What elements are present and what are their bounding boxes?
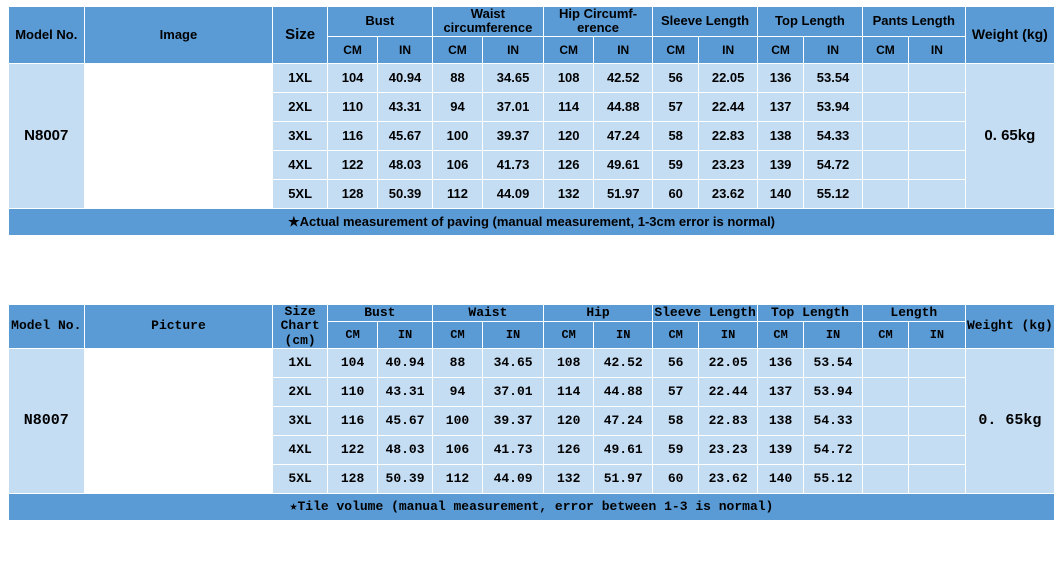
unit-pants-cm-top: CM bbox=[862, 36, 908, 63]
unit-waist-in-top: IN bbox=[483, 36, 544, 63]
cell-hip-cm: 114 bbox=[544, 377, 594, 406]
cell-waist-in: 39.37 bbox=[483, 406, 544, 435]
cell-pants-cm bbox=[862, 377, 908, 406]
cell-waist-in: 37.01 bbox=[483, 92, 544, 121]
footer-note-bottom: ★Tile volume (manual measurement, error between 1-3 is normal) bbox=[9, 493, 1055, 520]
cell-bust-in: 40.94 bbox=[378, 63, 433, 92]
unit-bust-in-top: IN bbox=[378, 36, 433, 63]
header-pants-length-bottom: Length bbox=[862, 305, 965, 322]
cell-hip-cm: 114 bbox=[544, 92, 594, 121]
cell-top-length-in: 53.54 bbox=[804, 63, 863, 92]
unit-sleeve-cm-bottom: CM bbox=[653, 321, 699, 348]
unit-bust-in-bottom: IN bbox=[378, 321, 433, 348]
cell-sleeve-cm: 56 bbox=[653, 348, 699, 377]
cell-hip-cm: 108 bbox=[544, 348, 594, 377]
cell-size: 5XL bbox=[273, 464, 328, 493]
cell-waist-in: 41.73 bbox=[483, 435, 544, 464]
cell-bust-cm: 128 bbox=[327, 464, 377, 493]
cell-bust-cm: 116 bbox=[327, 406, 377, 435]
cell-top-length-in: 53.54 bbox=[804, 348, 863, 377]
cell-sleeve-in: 23.23 bbox=[699, 435, 758, 464]
header-top-length-bottom: Top Length bbox=[758, 305, 863, 322]
unit-top-length-cm-bottom: CM bbox=[758, 321, 804, 348]
cell-hip-in: 51.97 bbox=[594, 464, 653, 493]
cell-hip-cm: 132 bbox=[544, 464, 594, 493]
header-image-bottom: Picture bbox=[84, 305, 273, 349]
cell-bust-in: 43.31 bbox=[378, 92, 433, 121]
cell-sleeve-cm: 57 bbox=[653, 92, 699, 121]
cell-waist-in: 37.01 bbox=[483, 377, 544, 406]
cell-pants-in bbox=[909, 63, 966, 92]
cell-bust-in: 48.03 bbox=[378, 150, 433, 179]
cell-bust-in: 40.94 bbox=[378, 348, 433, 377]
cell-pants-cm bbox=[862, 150, 908, 179]
cell-hip-in: 44.88 bbox=[594, 92, 653, 121]
cell-size: 4XL bbox=[273, 435, 328, 464]
cell-hip-in: 42.52 bbox=[594, 63, 653, 92]
cell-sleeve-in: 22.44 bbox=[699, 92, 758, 121]
cell-pants-cm bbox=[862, 406, 908, 435]
cell-sleeve-cm: 58 bbox=[653, 406, 699, 435]
table-row bbox=[9, 348, 1055, 377]
cell-pants-in bbox=[909, 92, 966, 121]
cell-pants-cm bbox=[862, 63, 908, 92]
cell-hip-cm: 108 bbox=[544, 63, 594, 92]
cell-pants-cm bbox=[862, 121, 908, 150]
header-pants-length-top: Pants Length bbox=[862, 7, 965, 37]
cell-pants-cm bbox=[862, 348, 908, 377]
cell-top-length-cm: 139 bbox=[758, 435, 804, 464]
cell-top-length-in: 53.94 bbox=[804, 92, 863, 121]
cell-size: 3XL bbox=[273, 406, 328, 435]
cell-pants-cm bbox=[862, 435, 908, 464]
cell-waist-in: 44.09 bbox=[483, 464, 544, 493]
cell-bust-cm: 122 bbox=[327, 150, 377, 179]
cell-hip-cm: 132 bbox=[544, 179, 594, 208]
table-row bbox=[9, 63, 1055, 92]
unit-top-length-in-top: IN bbox=[804, 36, 863, 63]
cell-pants-in bbox=[909, 435, 966, 464]
unit-hip-cm-bottom: CM bbox=[544, 321, 594, 348]
header-waist-bottom: Waist bbox=[432, 305, 543, 322]
header-waist-top: Waist circumference bbox=[432, 7, 543, 37]
weight-value-bottom: 0. 65kg bbox=[965, 348, 1054, 493]
header-image-top: Image bbox=[84, 7, 273, 64]
cell-top-length-cm: 140 bbox=[758, 464, 804, 493]
cell-hip-cm: 126 bbox=[544, 150, 594, 179]
cell-bust-in: 45.67 bbox=[378, 406, 433, 435]
cell-bust-in: 48.03 bbox=[378, 435, 433, 464]
cell-top-length-cm: 140 bbox=[758, 179, 804, 208]
cell-sleeve-in: 22.05 bbox=[699, 348, 758, 377]
cell-pants-in bbox=[909, 377, 966, 406]
cell-top-length-in: 54.33 bbox=[804, 121, 863, 150]
cell-waist-in: 39.37 bbox=[483, 121, 544, 150]
cell-waist-cm: 112 bbox=[432, 179, 482, 208]
unit-top-length-in-bottom: IN bbox=[804, 321, 863, 348]
product-photo-top bbox=[84, 63, 273, 208]
cell-hip-in: 49.61 bbox=[594, 435, 653, 464]
cell-bust-cm: 122 bbox=[327, 435, 377, 464]
cell-waist-in: 41.73 bbox=[483, 150, 544, 179]
cell-pants-in bbox=[909, 348, 966, 377]
cell-top-length-cm: 138 bbox=[758, 121, 804, 150]
cell-top-length-cm: 138 bbox=[758, 406, 804, 435]
product-photo-bottom bbox=[84, 348, 273, 493]
cell-bust-cm: 110 bbox=[327, 92, 377, 121]
unit-hip-in-top: IN bbox=[594, 36, 653, 63]
cell-sleeve-in: 23.62 bbox=[699, 179, 758, 208]
cell-bust-cm: 116 bbox=[327, 121, 377, 150]
cell-hip-cm: 126 bbox=[544, 435, 594, 464]
cell-bust-in: 50.39 bbox=[378, 179, 433, 208]
cell-hip-in: 49.61 bbox=[594, 150, 653, 179]
header-size-bottom: Size Chart (cm) bbox=[273, 305, 328, 349]
cell-waist-in: 44.09 bbox=[483, 179, 544, 208]
cell-top-length-cm: 136 bbox=[758, 63, 804, 92]
cell-pants-in bbox=[909, 406, 966, 435]
cell-sleeve-in: 22.05 bbox=[699, 63, 758, 92]
cell-waist-cm: 94 bbox=[432, 92, 482, 121]
cell-pants-cm bbox=[862, 92, 908, 121]
cell-size: 2XL bbox=[273, 377, 328, 406]
footer-note-row-top bbox=[9, 208, 1055, 235]
cell-top-length-cm: 137 bbox=[758, 92, 804, 121]
cell-bust-cm: 104 bbox=[327, 348, 377, 377]
cell-pants-in bbox=[909, 121, 966, 150]
cell-top-length-cm: 137 bbox=[758, 377, 804, 406]
header-bust-top: Bust bbox=[327, 7, 432, 37]
cell-hip-in: 42.52 bbox=[594, 348, 653, 377]
header-bust-bottom: Bust bbox=[327, 305, 432, 322]
cell-hip-in: 47.24 bbox=[594, 121, 653, 150]
unit-waist-cm-top: CM bbox=[432, 36, 482, 63]
header-top-length-top: Top Length bbox=[758, 7, 863, 37]
unit-sleeve-in-bottom: IN bbox=[699, 321, 758, 348]
cell-size: 1XL bbox=[273, 348, 328, 377]
cell-sleeve-in: 23.62 bbox=[699, 464, 758, 493]
cell-waist-cm: 94 bbox=[432, 377, 482, 406]
cell-pants-in bbox=[909, 464, 966, 493]
header-weight-top: Weight (kg) bbox=[965, 7, 1054, 64]
cell-top-length-cm: 139 bbox=[758, 150, 804, 179]
model-no-value-bottom: N8007 bbox=[9, 348, 85, 493]
header-sleeve-top: Sleeve Length bbox=[653, 7, 758, 37]
header-size-top: Size bbox=[273, 7, 328, 64]
cell-sleeve-cm: 59 bbox=[653, 150, 699, 179]
header-weight-bottom: Weight (kg) bbox=[965, 305, 1054, 349]
cell-size: 4XL bbox=[273, 150, 328, 179]
cell-pants-cm bbox=[862, 464, 908, 493]
footer-note-row-bottom bbox=[9, 493, 1055, 520]
cell-pants-in bbox=[909, 150, 966, 179]
cell-sleeve-cm: 57 bbox=[653, 377, 699, 406]
size-chart-table-top bbox=[8, 6, 1055, 236]
header-model-no-top: Model No. bbox=[9, 7, 85, 64]
cell-waist-cm: 106 bbox=[432, 150, 482, 179]
unit-sleeve-in-top: IN bbox=[699, 36, 758, 63]
cell-size: 3XL bbox=[273, 121, 328, 150]
unit-hip-cm-top: CM bbox=[544, 36, 594, 63]
cell-top-length-in: 55.12 bbox=[804, 179, 863, 208]
cell-top-length-in: 55.12 bbox=[804, 464, 863, 493]
cell-waist-cm: 100 bbox=[432, 406, 482, 435]
cell-bust-cm: 128 bbox=[327, 179, 377, 208]
cell-top-length-in: 54.72 bbox=[804, 150, 863, 179]
cell-top-length-in: 53.94 bbox=[804, 377, 863, 406]
cell-sleeve-cm: 60 bbox=[653, 179, 699, 208]
cell-hip-in: 47.24 bbox=[594, 406, 653, 435]
cell-size: 1XL bbox=[273, 63, 328, 92]
cell-hip-in: 51.97 bbox=[594, 179, 653, 208]
cell-bust-in: 45.67 bbox=[378, 121, 433, 150]
header-hip-top: Hip Circumf-erence bbox=[544, 7, 653, 37]
unit-waist-cm-bottom: CM bbox=[432, 321, 482, 348]
cell-sleeve-in: 23.23 bbox=[699, 150, 758, 179]
cell-sleeve-cm: 58 bbox=[653, 121, 699, 150]
cell-sleeve-in: 22.44 bbox=[699, 377, 758, 406]
unit-bust-cm-bottom: CM bbox=[327, 321, 377, 348]
cell-waist-cm: 100 bbox=[432, 121, 482, 150]
unit-pants-in-top: IN bbox=[909, 36, 966, 63]
cell-waist-cm: 106 bbox=[432, 435, 482, 464]
cell-size: 2XL bbox=[273, 92, 328, 121]
cell-pants-cm bbox=[862, 179, 908, 208]
cell-top-length-cm: 136 bbox=[758, 348, 804, 377]
cell-sleeve-in: 22.83 bbox=[699, 406, 758, 435]
unit-hip-in-bottom: IN bbox=[594, 321, 653, 348]
unit-sleeve-cm-top: CM bbox=[653, 36, 699, 63]
cell-hip-cm: 120 bbox=[544, 406, 594, 435]
unit-waist-in-bottom: IN bbox=[483, 321, 544, 348]
unit-top-length-cm-top: CM bbox=[758, 36, 804, 63]
cell-top-length-in: 54.33 bbox=[804, 406, 863, 435]
weight-value-top: 0. 65kg bbox=[965, 63, 1054, 208]
cell-hip-in: 44.88 bbox=[594, 377, 653, 406]
footer-note-top: ★Actual measurement of paving (manual measurement, 1-3cm error is normal) bbox=[9, 208, 1055, 235]
header-sleeve-bottom: Sleeve Length bbox=[654, 304, 756, 320]
cell-bust-cm: 110 bbox=[327, 377, 377, 406]
cell-sleeve-in: 22.83 bbox=[699, 121, 758, 150]
cell-waist-in: 34.65 bbox=[483, 63, 544, 92]
cell-sleeve-cm: 59 bbox=[653, 435, 699, 464]
cell-bust-in: 50.39 bbox=[378, 464, 433, 493]
cell-bust-in: 43.31 bbox=[378, 377, 433, 406]
cell-size: 5XL bbox=[273, 179, 328, 208]
header-model-no-bottom: Model No. bbox=[9, 305, 85, 349]
cell-hip-cm: 120 bbox=[544, 121, 594, 150]
header-hip-bottom: Hip bbox=[544, 305, 653, 322]
cell-waist-cm: 88 bbox=[432, 63, 482, 92]
unit-pants-cm-bottom: CM bbox=[862, 321, 908, 348]
cell-pants-in bbox=[909, 179, 966, 208]
model-no-value-top: N8007 bbox=[9, 63, 85, 208]
cell-top-length-in: 54.72 bbox=[804, 435, 863, 464]
cell-waist-in: 34.65 bbox=[483, 348, 544, 377]
unit-bust-cm-top: CM bbox=[327, 36, 377, 63]
size-chart-table-bottom bbox=[8, 304, 1055, 521]
cell-waist-cm: 88 bbox=[432, 348, 482, 377]
cell-sleeve-cm: 60 bbox=[653, 464, 699, 493]
cell-bust-cm: 104 bbox=[327, 63, 377, 92]
cell-waist-cm: 112 bbox=[432, 464, 482, 493]
cell-sleeve-cm: 56 bbox=[653, 63, 699, 92]
unit-pants-in-bottom: IN bbox=[909, 321, 966, 348]
